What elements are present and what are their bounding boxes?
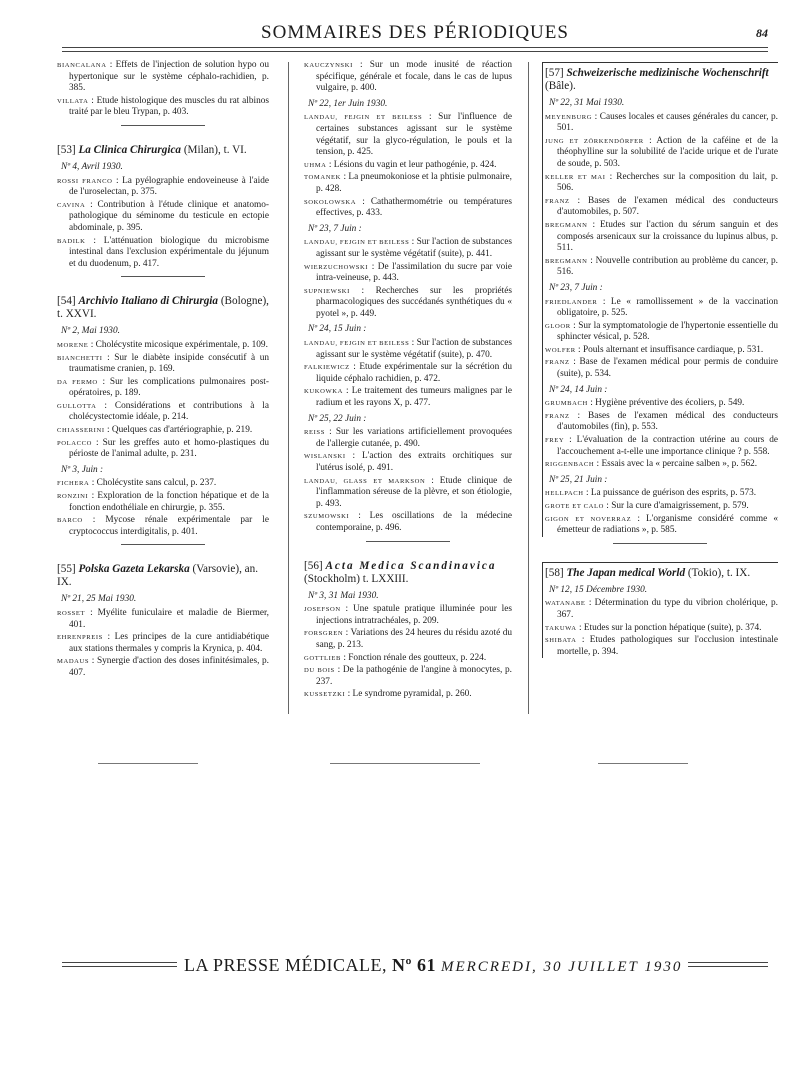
article-entry — [57, 425, 269, 437]
article-author: BIANCALANA — [57, 62, 107, 69]
article-entry — [304, 286, 512, 321]
footer-issue-number: Nº 61 — [392, 955, 436, 975]
section-divider — [121, 276, 206, 277]
article-entry — [545, 220, 778, 255]
article-entry — [545, 297, 778, 320]
article-entry — [545, 598, 778, 621]
article-title: : Nouvelle contribution au problème du cancer, p. 516. — [557, 255, 778, 278]
article-title: : Etudes pathologiques sur l'occlusion intestinale mortelle, p. 394. — [557, 635, 778, 657]
article-author: WIERZUCHOWSKI — [304, 263, 369, 271]
journal-name: Polska Gazeta Lekarska — [78, 563, 190, 576]
article-title: : L'action des extraits orchitiques sur l'utérus isolé, p. 491. — [316, 451, 512, 473]
journal-heading — [57, 144, 269, 157]
page-footer — [62, 955, 768, 979]
issue-heading: Nº 3, 31 Mai 1930. — [308, 590, 379, 601]
article-title: : La pyélographie endoveineuse à l'aide de l'uroselectan, p. 375. — [69, 175, 269, 198]
entry-list — [57, 478, 269, 538]
article-entry — [304, 628, 512, 651]
article-entry — [304, 604, 512, 627]
article-author: FRANZ — [545, 412, 570, 420]
article-author: VILLATA — [57, 97, 89, 105]
journal-heading — [57, 295, 269, 321]
article-entry — [57, 96, 269, 119]
article-author: EHRENPREIS — [57, 634, 103, 642]
article-author: KUSSETZKI — [304, 691, 346, 699]
issue-heading: Nº 22, 1er Juin 1930. — [308, 98, 388, 109]
article-entry — [57, 656, 269, 679]
article-entry — [545, 435, 778, 458]
journal-number: [57] — [545, 67, 567, 79]
article-title: : Causes locales et causes générales du cancer, p. 501. — [557, 111, 778, 134]
issue-heading: Nº 24, 14 Juin : — [549, 384, 608, 395]
article-title: : Myélite funiculaire et maladie de Biermer, 401. — [69, 608, 269, 630]
article-title: : Les principes de la cure antidiabétique aux stations thermales y compris la Krynica, p. 404. — [69, 632, 269, 654]
article-author: CHIASSERINI — [57, 427, 105, 435]
article-title: : Cholécystite micosique expérimentale, p. 109. — [88, 339, 268, 350]
article-author: SOKOLOWSKA — [304, 198, 357, 206]
article-title: : Quelques cas d'artériographie, p. 219. — [104, 425, 253, 436]
footer-journal: LA PRESSE MÉDICALE, — [184, 955, 388, 975]
article-author: POLACCO — [57, 439, 92, 447]
column-1 — [57, 60, 269, 681]
article-author: FICHERA — [57, 480, 90, 488]
article-entry — [545, 136, 778, 171]
article-author: GRUMBACH — [545, 400, 588, 408]
article-entry — [57, 353, 269, 376]
article-title: : Effets de l'injection de solution hypo ou hypertonique sur le système céphalo-rachidien, p. 385. — [69, 60, 269, 94]
article-entry — [57, 515, 269, 538]
article-author: UHMA — [304, 161, 327, 169]
article-title: : Lésions du vagin et leur pathogénie, p. 424. — [326, 159, 497, 170]
issue-heading: Nº 2, Mai 1930. — [61, 326, 120, 337]
article-title: : Contribution à l'étude clinique et anatomo-pathologique du séminome du testicule en ectopie abdominale, p. 395. — [69, 199, 269, 233]
entry-list — [304, 427, 512, 534]
issue-heading: Nº 24, 15 Juin : — [308, 324, 367, 335]
entry-list — [304, 604, 512, 701]
footer-date: MERCREDI, 30 JUILLET 1930 — [440, 959, 683, 975]
journal-number: [58] — [545, 566, 567, 579]
article-author: GULLOTTA — [57, 402, 97, 410]
article-author: BADILK — [57, 237, 86, 245]
article-entry — [57, 438, 269, 461]
entry-list — [545, 598, 778, 658]
article-author: WISLANSKI — [304, 453, 346, 461]
section-divider — [598, 763, 688, 764]
entry-list — [304, 60, 512, 95]
article-entry — [545, 635, 778, 658]
article-title: : Le « ramollissement » de la vaccination obligatoire, p. 525. — [557, 296, 778, 319]
article-author: ROSSET — [57, 610, 86, 617]
article-title: : Recherches sur la composition du lait, p. 506. — [557, 171, 778, 194]
article-title: : Action de la caféine et de la théophylline sur la solubilité de l'acide urique et de l'urate de soude, p. 503. — [557, 135, 778, 169]
article-entry — [304, 427, 512, 450]
entry-list — [545, 398, 778, 471]
article-author: BIANCHETTI — [57, 354, 103, 362]
entry-list — [57, 340, 269, 461]
article-entry — [545, 112, 778, 135]
article-author: WATANABE — [545, 600, 586, 608]
article-title: : Hygiène préventive des écoliers, p. 549. — [587, 398, 745, 409]
article-author: GROTE ET CALO — [545, 503, 604, 510]
article-title: : L'atténuation biologique du microbisme intestinal dans l'exclusion expérimentale du jéjunum et du duodenum, p. 417. — [69, 235, 269, 269]
article-author: DU BOIS — [304, 667, 335, 675]
journal-info: (Milan), t. VI. — [181, 143, 247, 156]
journal-heading — [304, 560, 512, 586]
article-entry — [57, 200, 269, 235]
article-entry — [304, 338, 512, 361]
column-rule — [288, 62, 289, 714]
article-author: TOMANEK — [304, 174, 342, 182]
issue-heading: Nº 23, 7 Juin : — [549, 282, 603, 293]
entry-list — [545, 112, 778, 279]
article-title: : Synergie d'action des doses infinitésimales, p. 407. — [69, 656, 269, 678]
article-author: LANDAU, FEJGIN ET BEILESS — [304, 239, 410, 247]
article-author: MORENE — [57, 341, 89, 349]
article-title: : Etudes sur la ponction hépatique (suite), p. 374. — [576, 622, 762, 633]
article-title: : Fonction rénale des goutteux, p. 224. — [341, 652, 487, 663]
article-entry — [545, 357, 778, 380]
issue-heading: Nº 4, Avril 1930. — [61, 161, 123, 172]
article-title: : Sur la symptomatologie de l'hypertonie essentielle du sphincter vésical, p. 528. — [557, 320, 778, 343]
entry-list — [304, 237, 512, 320]
article-author: FREY — [545, 437, 565, 445]
entry-list — [57, 608, 269, 680]
article-author: HELLPACH — [545, 490, 584, 498]
article-title: : Sur le diabète insipide consécutif à un traumatisme cranien, p. 169. — [69, 352, 269, 375]
article-title: : Sur les greffes auto et homo-plastiques du périoste de l'animal adulte, p. 231. — [69, 437, 269, 460]
article-entry — [545, 411, 778, 434]
article-author: FORSGREN — [304, 630, 344, 638]
article-entry — [304, 386, 512, 409]
article-title: : Base de l'examen médical pour permis de conduire (suite), p. 534. — [557, 357, 778, 380]
article-title: : Le syndrome pyramidal, p. 260. — [345, 689, 472, 700]
entry-list — [57, 176, 269, 271]
article-entry — [304, 160, 512, 172]
journal-heading — [57, 563, 269, 589]
section-divider — [121, 125, 206, 126]
article-entry — [545, 172, 778, 195]
article-title: : Sur l'action de substances agissant sur le système végétatif (suite), p. 470. — [316, 338, 512, 360]
article-entry — [304, 511, 512, 534]
journal-number: [54] — [57, 295, 79, 308]
article-title: : Sur l'action de substances agissant sur le système végétatif (suite), p. 441. — [316, 237, 512, 259]
article-title: : Sur les variations artificiellement provoquées de l'allergie cutanée, p. 490. — [316, 427, 512, 449]
article-author: FALKIEWICZ — [304, 364, 350, 372]
article-author: GIGON ET NOVERRAZ — [545, 515, 632, 523]
journal-number: [56] — [304, 559, 326, 572]
article-entry — [545, 501, 778, 513]
article-entry — [545, 514, 778, 537]
article-title: : Exploration de la fonction hépatique et de la fonction endothéliale en chirurgie, p. 355. — [69, 491, 269, 513]
article-title: : Bases de l'examen médical des conducteurs d'automobiles (fin), p. 553. — [557, 410, 778, 433]
journal-name: Archivio Italiano di Chirurgia — [78, 295, 219, 308]
article-entry — [304, 476, 512, 511]
journal-box — [542, 62, 778, 537]
journal-info: (Tokio), t. IX. — [685, 566, 751, 579]
issue-heading: Nº 12, 15 Décembre 1930. — [549, 584, 648, 595]
article-title: : Considérations et contributions à la cholécystectomie idéale, p. 214. — [69, 400, 269, 423]
article-title: : Les oscillations de la médecine contemporaine, p. 496. — [316, 511, 512, 533]
article-entry — [545, 196, 778, 219]
article-title: : Sur les complications pulmonaires post-opératoires, p. 189. — [69, 376, 269, 399]
article-author: BARCO — [57, 517, 83, 525]
article-author: GOTTLIEB — [304, 654, 342, 662]
article-entry — [304, 237, 512, 260]
article-title: : Etude histologique des muscles du rat albinos traité par le bleu Trypan, p. 403. — [69, 95, 269, 118]
column-3 — [542, 60, 778, 659]
article-entry — [545, 345, 778, 357]
article-entry — [57, 608, 269, 631]
article-entry — [304, 665, 512, 688]
section-divider — [98, 763, 198, 764]
article-author: REISS — [304, 429, 325, 437]
article-author: WOLFER — [545, 346, 576, 354]
page-number: 84 — [756, 26, 768, 40]
article-entry — [545, 256, 778, 279]
issue-heading: Nº 22, 31 Mai 1930. — [549, 98, 625, 108]
journal-info: (Varsovie), an. IX. — [57, 563, 259, 589]
article-author: TAKUWA — [545, 624, 577, 632]
entry-list — [545, 488, 778, 536]
article-author: JOSEFSON — [304, 606, 341, 614]
article-title: : Cholécystite sans calcul, p. 237. — [89, 478, 217, 489]
article-entry — [57, 377, 269, 400]
section-divider — [330, 763, 480, 764]
article-author: LANDAU, FEJGIN ET BEILESS — [304, 340, 410, 348]
article-title: : De la pathogénie de l'angine à monocytes, p. 237. — [316, 665, 512, 687]
article-entry — [545, 623, 778, 635]
article-entry — [304, 60, 512, 95]
article-author: FRANZ — [545, 197, 570, 205]
article-title: : Le traitement des tumeurs malignes par le radium et les rayons X, p. 477. — [316, 386, 512, 409]
issue-heading: Nº 21, 25 Mai 1930. — [61, 594, 137, 605]
journal-name: Schweizerische medizinische Wochenschrift — [566, 67, 769, 79]
journal-info: (Bâle). — [545, 80, 576, 92]
article-title: : De l'assimilation du sucre par voie intra-veineuse, p. 443. — [316, 261, 512, 284]
article-author: RIGGENBACH — [545, 461, 595, 469]
article-title: : L'organisme considéré comme « émetteur de radiations », p. 585. — [557, 513, 778, 536]
article-entry — [57, 176, 269, 199]
article-author: SHIBATA — [545, 637, 577, 645]
article-entry — [304, 262, 512, 285]
article-author: MEYENBURG — [545, 113, 593, 121]
article-entry — [304, 653, 512, 665]
article-author: BREGMANN — [545, 257, 588, 265]
header-rule — [62, 47, 768, 52]
journal-box — [542, 562, 778, 659]
issue-heading: Nº 3, Juin : — [61, 464, 104, 475]
article-author: CAVINA — [57, 201, 86, 209]
article-title: : Etude clinique de l'inflammation séreuse de la plèvre, et son étiologie, p. 493. — [316, 475, 512, 509]
journal-heading — [545, 567, 778, 580]
footer-rule — [688, 962, 768, 967]
article-author: FRIEDLANDER — [545, 298, 598, 306]
article-author: ROSSI FRANCO — [57, 177, 113, 185]
article-entry — [57, 478, 269, 490]
journal-number: [55] — [57, 563, 79, 576]
entry-list — [57, 60, 269, 119]
article-title: : Cathathermométrie ou températures effectives, p. 433. — [316, 196, 512, 219]
article-title: : La puissance de guérison des esprits, p. 573. — [583, 488, 757, 499]
journal-number: [53] — [57, 143, 79, 156]
column-2 — [304, 60, 512, 702]
article-author: KAUCZYNSKI — [304, 62, 353, 69]
article-author: RONZINI — [57, 493, 89, 501]
article-entry — [57, 401, 269, 424]
article-entry — [57, 340, 269, 352]
article-title: : Sur la cure d'amaigrissement, p. 579. — [603, 501, 749, 511]
journal-name: Acta Medica Scandinavica — [325, 559, 497, 572]
article-author: KUKOWKA — [304, 388, 343, 396]
article-entry — [304, 362, 512, 385]
article-author: FRANZ — [545, 359, 570, 367]
article-entry — [545, 321, 778, 344]
issue-heading: Nº 25, 22 Juin : — [308, 413, 367, 424]
journal-name: La Clinica Chirurgica — [78, 143, 182, 156]
journal-info: (Bologne), t. XXVI. — [57, 295, 269, 321]
article-author: JUNG ET ZÖRKENDÖRFER — [545, 137, 644, 145]
article-entry — [304, 197, 512, 220]
article-title: : Sur l'influence de certaines substances agissant sur le système végétatif, sur la glyco-régulation, le pouls et la tension, p. 425. — [316, 112, 512, 158]
article-title: : Pouls alternant et insuffisance cardiaque, p. 531. — [575, 344, 764, 355]
article-entry — [57, 491, 269, 514]
issue-heading: Nº 23, 7 Juin : — [308, 223, 362, 234]
article-author: MADAUS — [57, 658, 90, 666]
article-title: : Recherches sur les propriétés pharmacologiques des succédanés synthétiques du « pyotel », p. 449. — [316, 285, 512, 319]
article-author: BREGMANN — [545, 221, 588, 229]
issue-heading: Nº 25, 21 Juin : — [549, 474, 608, 485]
footer-rule — [62, 962, 177, 967]
section-divider — [366, 541, 449, 542]
page-title: SOMMAIRES DES PÉRIODIQUES — [261, 22, 569, 43]
article-entry — [304, 689, 512, 701]
article-entry — [57, 632, 269, 655]
article-title: : Etudes sur l'action du sérum sanguin et des composés arsenicaux sur la croissance du lupinus albus, p. 511. — [557, 219, 778, 254]
article-author: DA FERMO — [57, 378, 98, 386]
journal-name: The Japan medical World — [566, 566, 686, 579]
article-author: KELLER ET MAI — [545, 173, 606, 181]
article-author: SZUMOWSKI — [304, 513, 350, 521]
article-title: : Sur un mode inusité de réaction spécifique, générale et focale, dans le cas de lupus vulgaire, p. 400. — [316, 60, 512, 94]
article-title: : L'évaluation de la contraction utérine au cours de l'accouchement a-t-elle une importance clinique ? p. 558. — [557, 435, 778, 457]
article-author: GLOOR — [545, 322, 571, 330]
footer-text — [184, 955, 682, 976]
entry-list — [304, 338, 512, 410]
column-rule — [528, 62, 529, 714]
journal-info: (Stockholm) t. LXXIII. — [304, 572, 409, 585]
article-title: : Mycose rénale expérimentale par le cryptococcus interdigitalis, p. 401. — [69, 515, 269, 537]
article-title: : La pneumokoniose et la phtisie pulmonaire, p. 428. — [316, 172, 512, 194]
article-entry — [57, 236, 269, 271]
article-entry — [304, 451, 512, 474]
article-title: : Détermination du type du vibrion cholérique, p. 367. — [557, 598, 778, 620]
article-entry — [545, 459, 778, 471]
article-entry — [545, 488, 778, 500]
article-entry — [304, 112, 512, 158]
article-entry — [304, 172, 512, 195]
article-title: : Variations des 24 heures du résidu azoté du sang, p. 213. — [316, 628, 512, 650]
article-title: : Bases de l'examen médical des conducteurs d'automobiles, p. 507. — [557, 195, 778, 218]
article-title: : Une spatule pratique illuminée pour les injections intratrachéales, p. 209. — [316, 604, 512, 626]
entry-list — [545, 297, 778, 381]
article-title: : Etude expérimentale sur la sécrétion du liquide céphalo rachidien, p. 472. — [316, 362, 512, 384]
article-entry — [545, 398, 778, 410]
article-author: LANDAU, FEJGIN ET BEILESS — [304, 114, 423, 122]
article-author: LANDAU, GLASS ET MARKSON — [304, 477, 426, 485]
entry-list — [304, 112, 512, 219]
section-divider — [613, 543, 707, 544]
article-author: SUPNIEWSKI — [304, 287, 350, 295]
page-header — [62, 18, 768, 48]
article-title: : Essais avec la « percaine salben », p. 562. — [594, 459, 758, 470]
section-divider — [121, 544, 206, 545]
journal-heading — [545, 67, 778, 93]
article-entry — [57, 60, 269, 95]
